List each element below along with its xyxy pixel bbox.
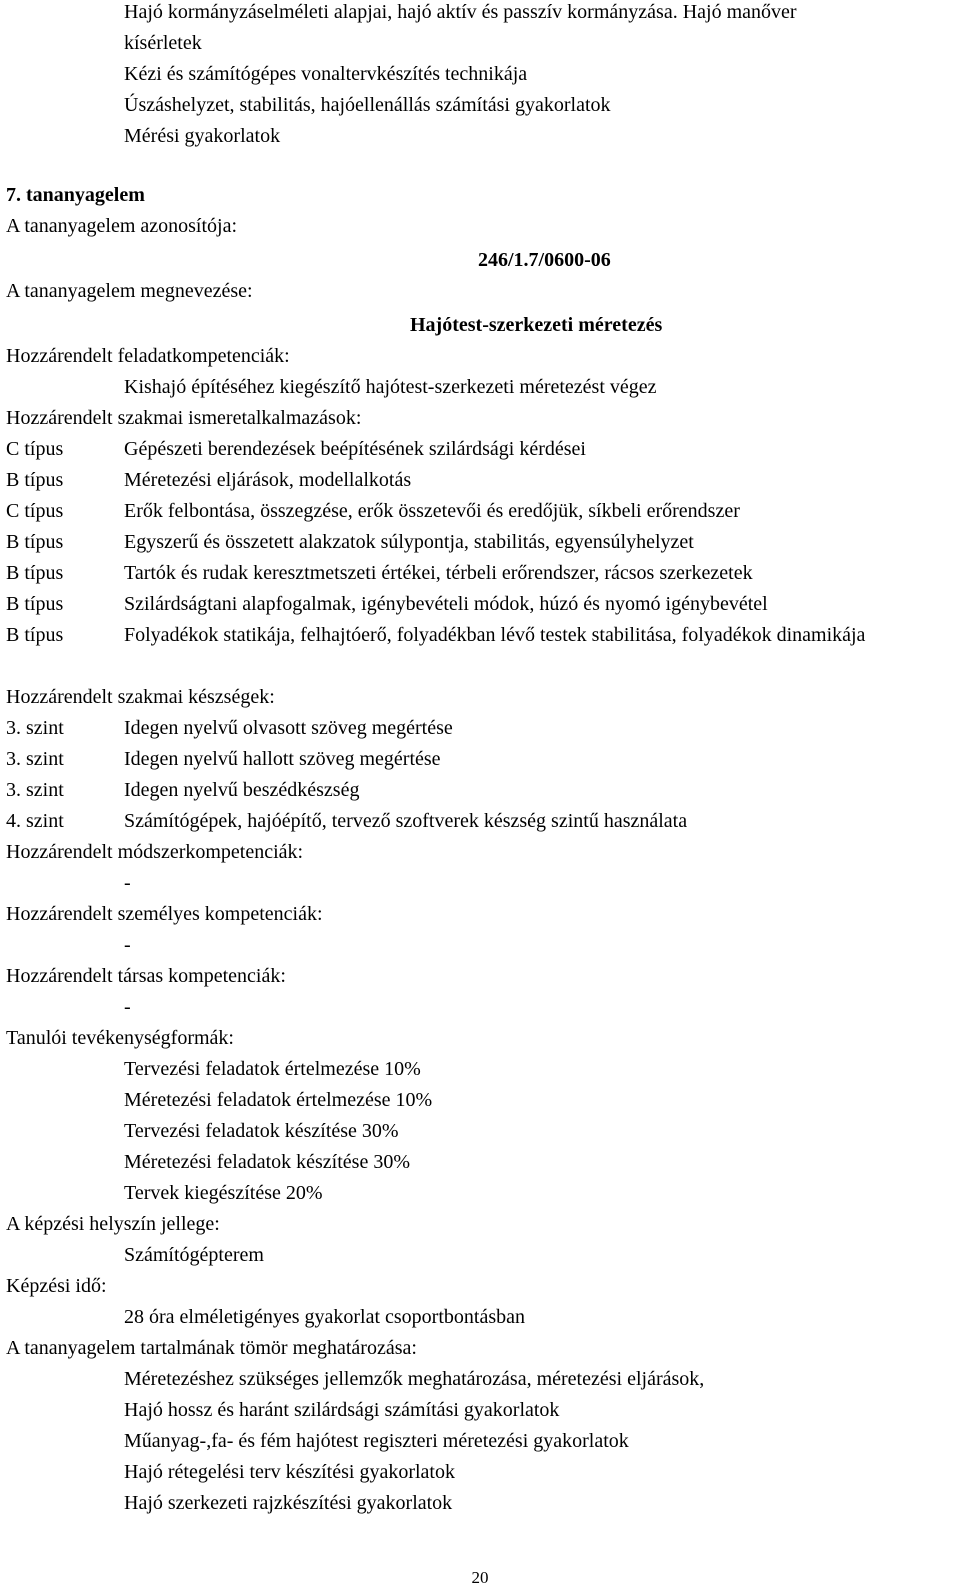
content-item: Hajó rétegelési terv készítési gyakorlatok bbox=[124, 1461, 455, 1483]
skill-level: 4. szint bbox=[6, 810, 64, 832]
skill-row bbox=[6, 713, 946, 744]
knowledge-text: Tartók és rudak keresztmetszeti értékei, térbeli erőrendszer, rácsos szerkezetek bbox=[124, 562, 753, 584]
skill-text: Idegen nyelvű hallott szöveg megértése bbox=[124, 748, 441, 770]
knowledge-type: B típus bbox=[6, 531, 64, 553]
skill-row bbox=[6, 775, 946, 806]
knowledge-list bbox=[6, 434, 946, 682]
document-page bbox=[6, 0, 946, 1519]
knowledge-text: Méretezési eljárások, modellalkotás bbox=[124, 469, 412, 491]
activities-list bbox=[6, 1054, 946, 1209]
time-label: Képzési idő: bbox=[6, 1275, 107, 1297]
knowledge-type: B típus bbox=[6, 624, 64, 646]
knowledge-text: Szilárdságtani alapfogalmak, igénybevételi módok, húzó és nyomó igénybevétel bbox=[124, 593, 768, 615]
knowledge-label: Hozzárendelt szakmai ismeretalkalmazások: bbox=[6, 407, 362, 429]
skill-row bbox=[6, 806, 946, 837]
intro-line: Kézi és számítógépes vonaltervkészítés technikája bbox=[124, 63, 528, 85]
id-value: 246/1.7/0600-06 bbox=[478, 249, 611, 271]
location-label: A képzési helyszín jellege: bbox=[6, 1213, 220, 1235]
content-item: Műanyag-,fa- és fém hajótest regiszteri méretezési gyakorlatok bbox=[124, 1430, 629, 1452]
knowledge-type: B típus bbox=[6, 593, 64, 615]
skill-text: Számítógépek, hajóépítő, tervező szoftverek készség szintű használata bbox=[124, 810, 688, 832]
knowledge-text: Gépészeti berendezések beépítésének szilárdsági kérdései bbox=[124, 438, 586, 460]
knowledge-row bbox=[6, 620, 946, 682]
skill-row bbox=[6, 744, 946, 775]
location-value: Számítógépterem bbox=[124, 1244, 264, 1266]
knowledge-row bbox=[6, 496, 946, 527]
task-value: Kishajó építéséhez kiegészítő hajótest-szerkezeti méretezést végez bbox=[124, 376, 657, 398]
activity-item: Méretezési feladatok értelmezése 10% bbox=[124, 1089, 433, 1111]
skill-text: Idegen nyelvű olvasott szöveg megértése bbox=[124, 717, 453, 739]
name-label: A tananyagelem megnevezése: bbox=[6, 280, 253, 302]
content-item: Hajó szerkezeti rajzkészítési gyakorlatok bbox=[124, 1492, 453, 1514]
personal-label: Hozzárendelt személyes kompetenciák: bbox=[6, 903, 323, 925]
skills-label: Hozzárendelt szakmai készségek: bbox=[6, 686, 275, 708]
knowledge-type: C típus bbox=[6, 500, 64, 522]
knowledge-type: C típus bbox=[6, 438, 64, 460]
content-item: Méretezéshez szükséges jellemzők meghatározása, méretezési eljárások, bbox=[124, 1368, 705, 1390]
id-label: A tananyagelem azonosítója: bbox=[6, 215, 238, 237]
knowledge-row bbox=[6, 527, 946, 558]
knowledge-row bbox=[6, 465, 946, 496]
activity-item: Tervezési feladatok készítése 30% bbox=[124, 1120, 399, 1142]
method-label: Hozzárendelt módszerkompetenciák: bbox=[6, 841, 304, 863]
method-value: - bbox=[124, 872, 131, 894]
intro-line: Úszáshelyzet, stabilitás, hajóellenállás számítási gyakorlatok bbox=[124, 94, 611, 116]
intro-line: Mérési gyakorlatok bbox=[124, 125, 281, 147]
knowledge-type: B típus bbox=[6, 469, 64, 491]
task-label: Hozzárendelt feladatkompetenciák: bbox=[6, 345, 290, 367]
social-label: Hozzárendelt társas kompetenciák: bbox=[6, 965, 286, 987]
intro-line: kísérletek bbox=[124, 32, 202, 54]
knowledge-row bbox=[6, 434, 946, 465]
activity-item: Méretezési feladatok készítése 30% bbox=[124, 1151, 410, 1173]
content-label: A tananyagelem tartalmának tömör meghatározása: bbox=[6, 1337, 417, 1359]
content-list bbox=[6, 1364, 946, 1519]
intro-block bbox=[6, 0, 946, 152]
skill-level: 3. szint bbox=[6, 717, 64, 739]
skills-list bbox=[6, 713, 946, 837]
name-value: Hajótest-szerkezeti méretezés bbox=[410, 314, 663, 336]
social-value: - bbox=[124, 996, 131, 1018]
activities-label: Tanulói tevékenységformák: bbox=[6, 1027, 234, 1049]
knowledge-text: Erők felbontása, összegzése, erők összetevői és eredőjük, síkbeli erőrendszer bbox=[124, 500, 740, 522]
knowledge-row bbox=[6, 558, 946, 589]
knowledge-type: B típus bbox=[6, 562, 64, 584]
knowledge-row bbox=[6, 589, 946, 620]
activity-item: Tervek kiegészítése 20% bbox=[124, 1182, 323, 1204]
intro-line: Hajó kormányzáselméleti alapjai, hajó aktív és passzív kormányzása. Hajó manőver bbox=[124, 1, 797, 23]
skill-level: 3. szint bbox=[6, 779, 64, 801]
personal-value: - bbox=[124, 934, 131, 956]
knowledge-text: Folyadékok statikája, felhajtóerő, folyadékban lévő testek stabilitása, folyadékok dinamikája bbox=[124, 624, 866, 646]
knowledge-text: Egyszerű és összetett alakzatok súlypontja, stabilitás, egyensúlyhelyzet bbox=[124, 531, 694, 553]
page-number: 20 bbox=[471, 1568, 489, 1587]
section-heading: 7. tananyagelem bbox=[6, 184, 145, 206]
skill-text: Idegen nyelvű beszédkészség bbox=[124, 779, 360, 801]
content-item: Hajó hossz és haránt szilárdsági számítási gyakorlatok bbox=[124, 1399, 560, 1421]
time-value: 28 óra elméletigényes gyakorlat csoportbontásban bbox=[124, 1306, 525, 1328]
activity-item: Tervezési feladatok értelmezése 10% bbox=[124, 1058, 421, 1080]
skill-level: 3. szint bbox=[6, 748, 64, 770]
